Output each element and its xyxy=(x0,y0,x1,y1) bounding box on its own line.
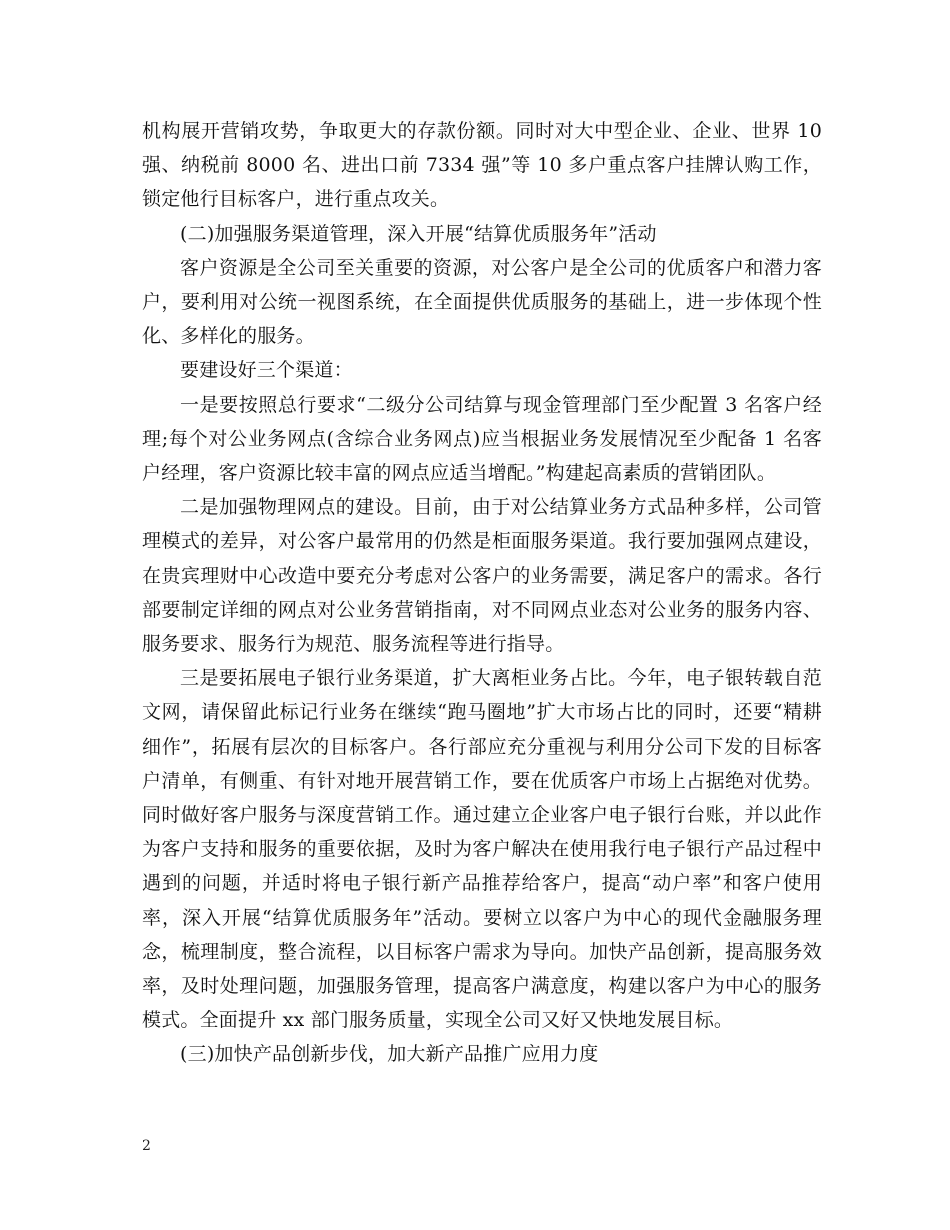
section-heading-2: (二)加强服务渠道管理，深入开展“结算优质服务年”活动 xyxy=(180,222,657,245)
paragraph: 一是要按照总行要求“二级分公司结算与现金管理部门至少配置 3 名客户经理;每个对公业务网点(含综合业务网点)应当根据业务发展情况至少配备 1 名客户经理，客户资源比较丰富的网点应适当增配。”构建起高素质的营销团队。 xyxy=(142,393,822,485)
paragraph: 客户资源是全公司至关重要的资源，对公客户是全公司的优质客户和潜力客户，要利用对公统一视图系统，在全面提供优质服务的基础上，进一步体现个性化、多样化的服务。 xyxy=(142,256,822,348)
section-heading-3: (三)加快产品创新步伐，加大新产品推广应用力度 xyxy=(180,1043,599,1066)
paragraph: 三是要拓展电子银行业务渠道，扩大离柜业务占比。今年，电子银转载自范文网，请保留此标记行业务在继续“跑马圈地”扩大市场占比的同时，还要“精耕细作”，拓展有层次的目标客户。各行部应充分重视与利用分公司下发的目标客户清单，有侧重、有针对地开展营销工作，要在优质客户市场上占据绝对优势。同时做好客户服务与深度营销工作。通过建立企业客户电子银行台账，并以此作为客户支持和服务的重要依据，及时为客户解决在使用我行电子银行产品过程中遇到的问题，并适时将电子银行新产品推荐给客户，提高“动户率”和客户使用率，深入开展“结算优质服务年”活动。要树立以客户为中心的现代金融服务理念，梳理制度，整合流程，以目标客户需求为导向。加快产品创新，提高服务效率，及时处理问题，加强服务管理，提高客户满意度，构建以客户为中心的服务模式。全面提升 xx 部门服务质量，实现全公司又好又快地发展目标。 xyxy=(142,667,822,1032)
page-number: 2 xyxy=(142,1138,151,1154)
paragraph-continuation: 机构展开营销攻势，争取更大的存款份额。同时对大中型企业、企业、世界 10 强、纳税前 8000 名、进出口前 7334 强”等 10 多户重点客户挂牌认购工作，锁定他行目标客户，进行重点攻关。 xyxy=(142,120,822,211)
paragraph: 要建设好三个渠道： xyxy=(180,359,353,382)
paragraph: 二是加强物理网点的建设。目前，由于对公结算业务方式品种多样，公司管理模式的差异，对公客户最常用的仍然是柜面服务渠道。我行要加强网点建设，在贵宾理财中心改造中要充分考虑对公客户的业务需要，满足客户的需求。各行部要制定详细的网点对公业务营销指南，对不同网点业态对公业务的服务内容、服务要求、服务行为规范、服务流程等进行指导。 xyxy=(142,496,822,656)
body-text xyxy=(142,114,822,1072)
